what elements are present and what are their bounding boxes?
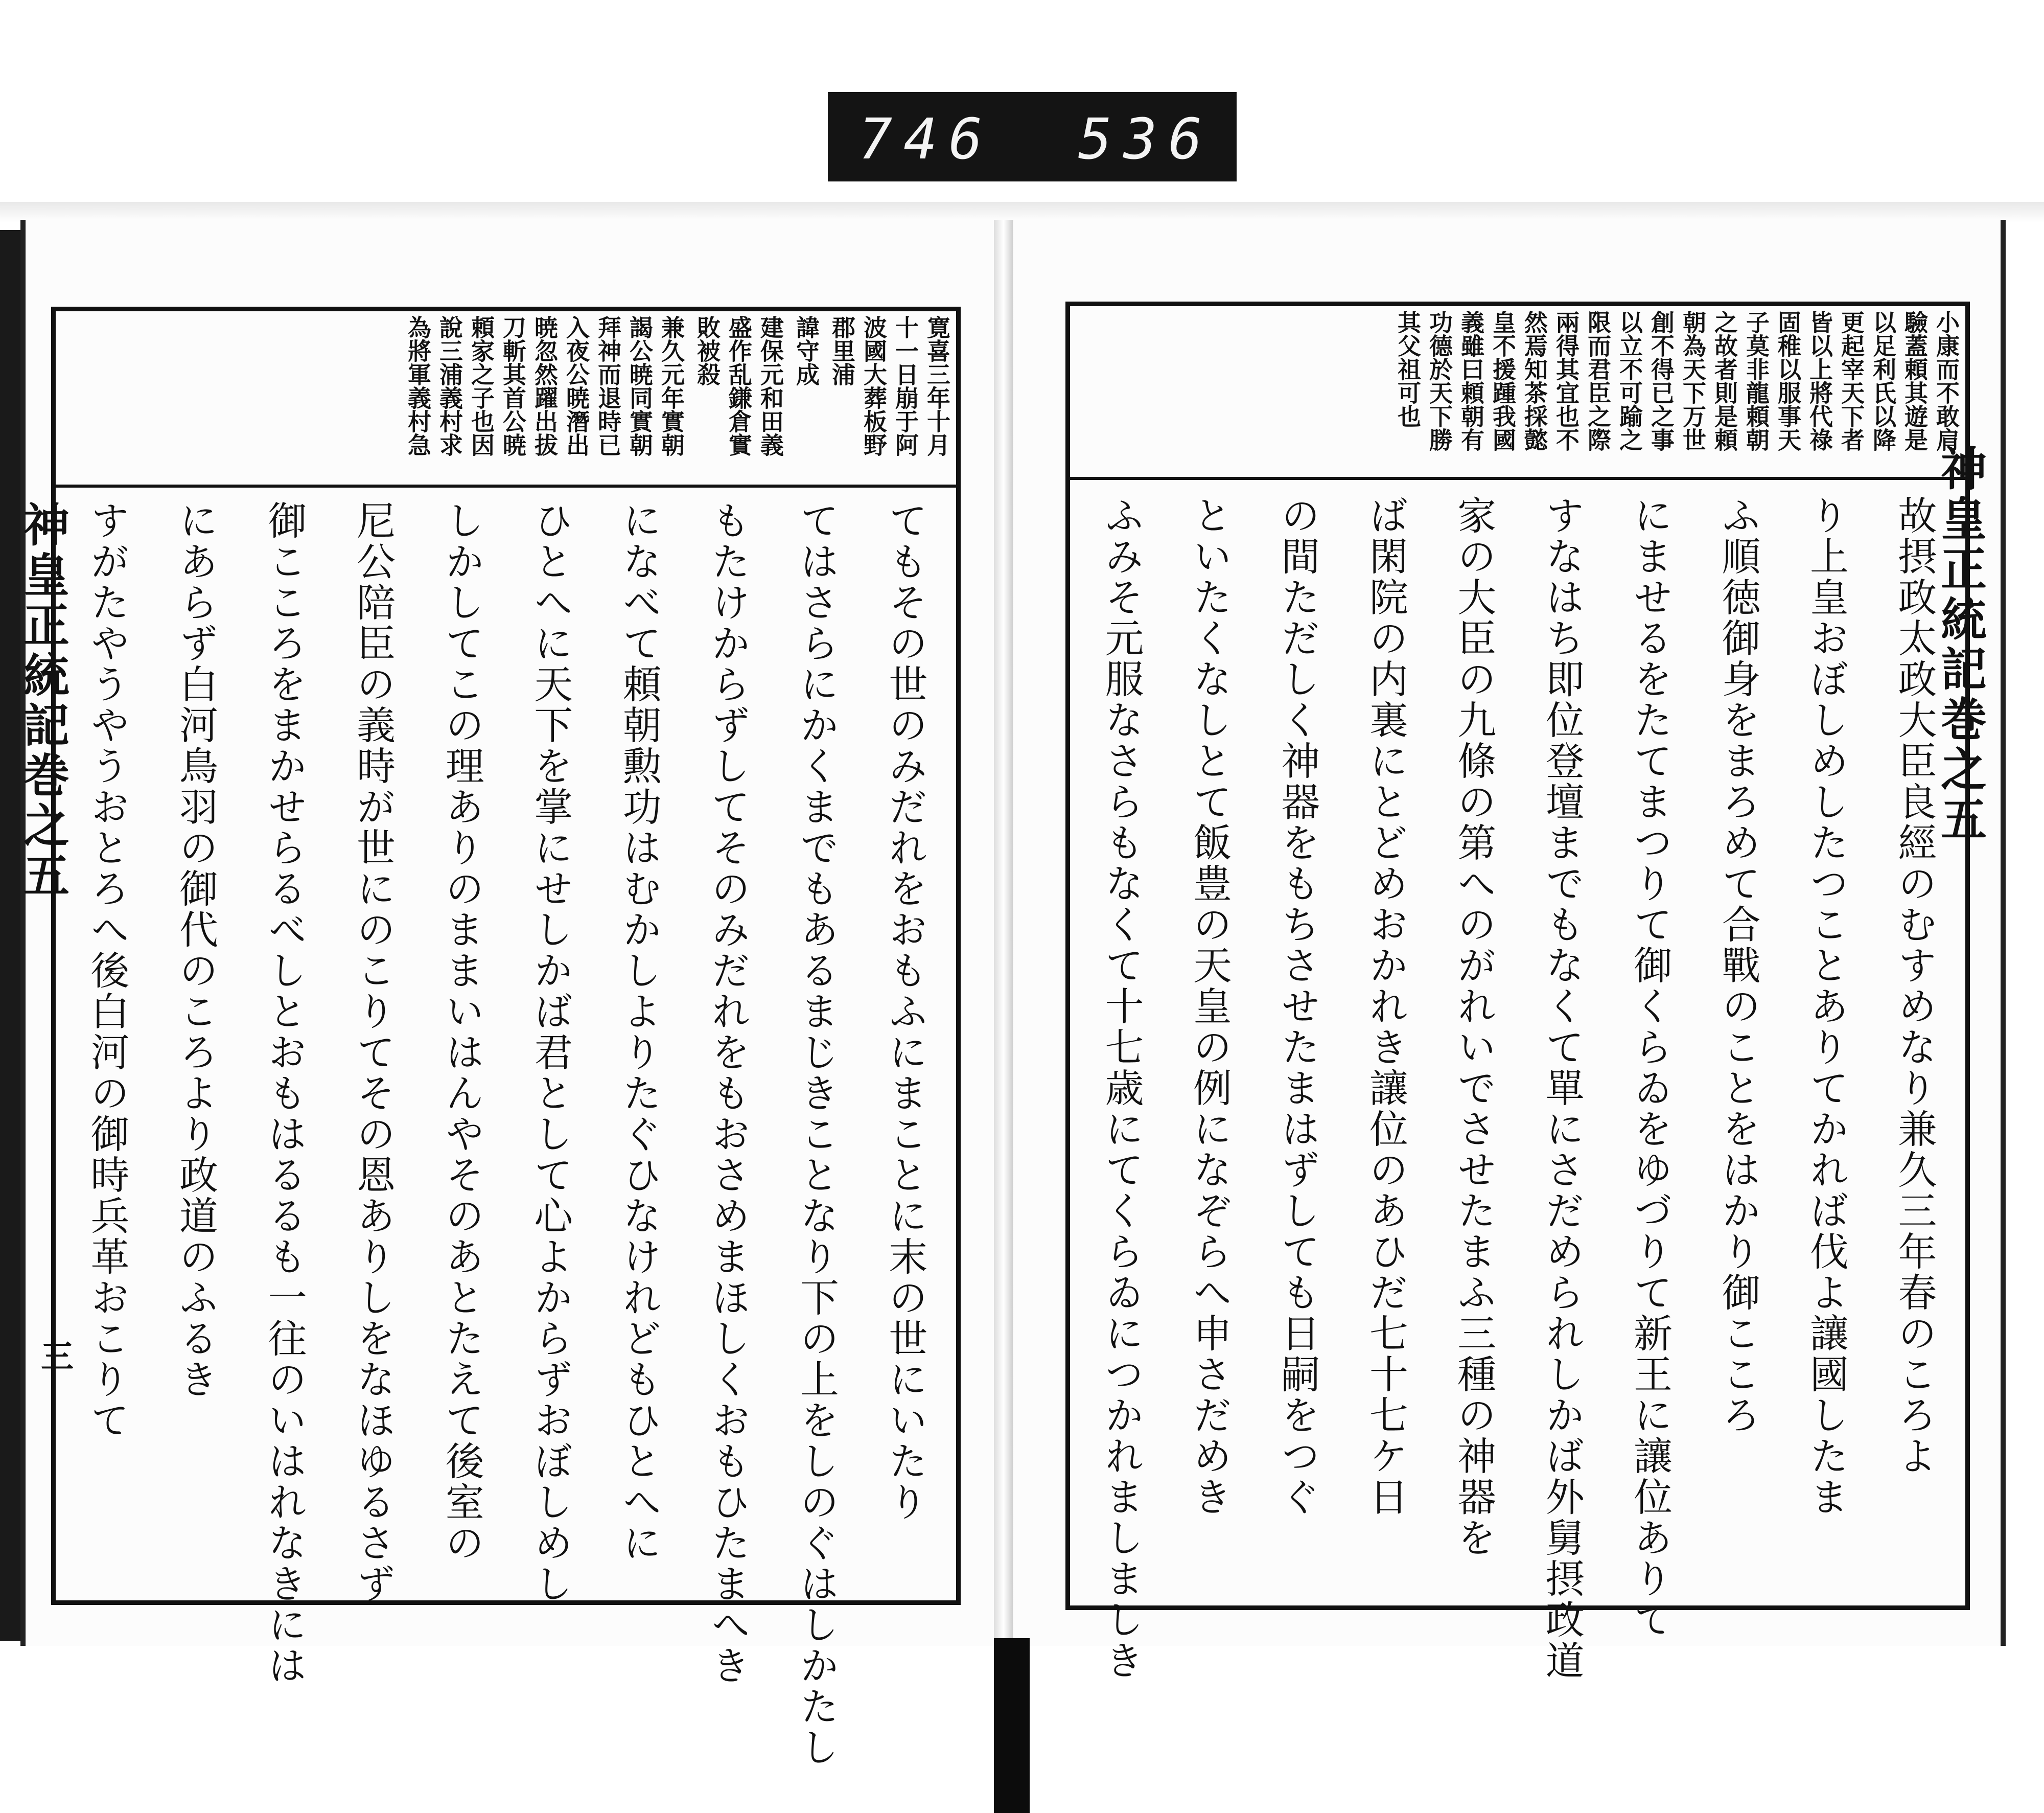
text-column: 御こころをまかせらるべしとおもはるるも一往のいはれなきには bbox=[262, 500, 308, 1686]
catalog-number-right: 536 bbox=[1078, 106, 1214, 172]
text-column: にあらず白河鳥羽の御代のころより政道のふるき bbox=[173, 500, 219, 1400]
headnote-column: 義雖曰頼朝有 bbox=[1457, 310, 1485, 451]
headnote-column: 更起宰天下者 bbox=[1838, 310, 1865, 451]
headnote-column: 兼久元年實朝 bbox=[658, 315, 685, 456]
text-column: 故摂政太政大臣良經のむすめなり兼久三年春のころよ bbox=[1891, 495, 1937, 1477]
text-column: しかしてこの理ありのままいはんやそのあとたえて後室の bbox=[439, 500, 485, 1564]
text-column: ふ順徳御身をまろめて合戰のことをはかり御こころ bbox=[1715, 495, 1761, 1436]
text-column: になべて頼朝勲功はむかしよりたぐひなけれどもひとへに bbox=[616, 500, 662, 1564]
headnote-column: 皇不援踵我國 bbox=[1489, 310, 1517, 451]
left-folio-number: 三 bbox=[35, 1339, 74, 1372]
text-column: といたくなしとて飯豊の天皇の例になぞらへ申さだめき bbox=[1187, 495, 1233, 1518]
text-column: てもその世のみだれをおもふにまことに末の世にいたり bbox=[882, 500, 928, 1523]
text-column: 尼公陪臣の義時が世にのこりてその恩ありしをなほゆるさず bbox=[350, 500, 396, 1604]
headnote-column: 然焉知茶採懿 bbox=[1521, 310, 1548, 451]
headnote-column: 創不得已之事 bbox=[1647, 310, 1675, 451]
headnote-column: 皆以上將代祿 bbox=[1806, 310, 1833, 451]
left-margin-title: 神皇正統記巻之五 bbox=[15, 501, 69, 902]
headnote-column: 固稚以服事天 bbox=[1774, 310, 1802, 451]
headnote-column: 說三浦義村求 bbox=[436, 315, 463, 456]
headnote-column: 刀斬其首公暁 bbox=[499, 315, 527, 456]
catalog-number-tab bbox=[828, 92, 1237, 181]
headnote-column: 其父祖可也 bbox=[1394, 310, 1422, 428]
headnote-column: 朝為天下万世 bbox=[1679, 310, 1707, 451]
text-column: てはさらにかくまでもあるまじきことなり下の上をしのぐはしかたし bbox=[794, 500, 840, 1768]
headnote-column: 限而君臣之際 bbox=[1584, 310, 1612, 451]
headnote-column: 十一日崩于阿 bbox=[892, 315, 919, 456]
headnote-column: 郡里浦 bbox=[828, 315, 856, 386]
headnote-column: 諱守成 bbox=[793, 315, 820, 386]
spine-binding-strip bbox=[994, 1638, 1030, 1813]
right-text-frame bbox=[1065, 302, 1970, 1681]
left-text-frame bbox=[51, 307, 961, 1768]
headnote-column: 子莫非龍頼朝 bbox=[1743, 310, 1770, 451]
book-spine bbox=[994, 220, 1013, 1646]
text-column: もたけからずしてそのみだれをもおさめまほしくおもひたまへき bbox=[705, 500, 751, 1686]
text-column: すなはち即位登壇までもなくて單にさだめられしかば外舅摂政道 bbox=[1539, 495, 1585, 1681]
headnote-column: 敗被殺 bbox=[693, 315, 721, 386]
headnote-column: 驗蓋頼其遊是 bbox=[1901, 310, 1929, 451]
text-column: り上皇おぼしめしたつことありてかれば伐よ讓國したま bbox=[1803, 495, 1849, 1518]
headnote-column: 以立不可踰之 bbox=[1616, 310, 1643, 451]
headnote-column: 之故者則是頼 bbox=[1711, 310, 1738, 451]
right-margin-title: 神皇正統記巻之五 bbox=[1933, 445, 1987, 845]
headnote-column: 小康而不敢肩 bbox=[1933, 310, 1960, 451]
headnote-column: 拜神而退時已 bbox=[594, 315, 622, 456]
headnote-column: 以足利氏以降 bbox=[1869, 310, 1897, 451]
right-main-text bbox=[1070, 485, 1965, 1681]
headnote-column: 功德於天下勝 bbox=[1426, 310, 1453, 451]
left-headnote-band bbox=[56, 311, 956, 488]
left-main-text bbox=[56, 490, 956, 1768]
headnote-column: 建保元和田義 bbox=[757, 315, 784, 456]
text-column: すがたやうやうおとろへ後白河の御時兵革おこりて bbox=[84, 500, 130, 1441]
text-column: ふみそ元服なさらもなくて十七歳にてくらゐにつかれましましき bbox=[1099, 495, 1144, 1681]
catalog-number-left: 746 bbox=[858, 106, 994, 172]
headnote-column: 入夜公暁潛出 bbox=[563, 315, 590, 456]
headnote-column: 兩得其宜也不 bbox=[1552, 310, 1580, 451]
text-column: にませるをたてまつりて御くらゐをゆづりて新王に讓位ありて bbox=[1627, 495, 1673, 1640]
text-column: ひとへに天下を掌にせしかば君として心よからずおぼしめし bbox=[527, 500, 573, 1604]
right-headnote-band bbox=[1070, 306, 1965, 480]
text-column: 家の大臣の九條の第へのがれいでさせたまふ三種の神器を bbox=[1451, 495, 1497, 1558]
headnote-column: 波國大葬板野 bbox=[860, 315, 888, 456]
text-column: ば閑院の内裏にとどめおかれき讓位のあひだ七十七ケ日 bbox=[1363, 495, 1409, 1518]
headnote-column: 為將軍義村急 bbox=[404, 315, 432, 456]
text-column: の間ただしく神器をもちさせたまはずしても日嗣をつぐ bbox=[1274, 495, 1320, 1518]
headnote-column: 盛作乱鎌倉實 bbox=[725, 315, 753, 456]
headnote-column: 頼家之子也因 bbox=[468, 315, 495, 456]
headnote-column: 暁忽然躍出拔 bbox=[531, 315, 559, 456]
headnote-column: 寛喜三年十月 bbox=[923, 315, 951, 456]
headnote-column: 謁公暁同實朝 bbox=[626, 315, 654, 456]
scan-background-shadow bbox=[0, 202, 2044, 222]
